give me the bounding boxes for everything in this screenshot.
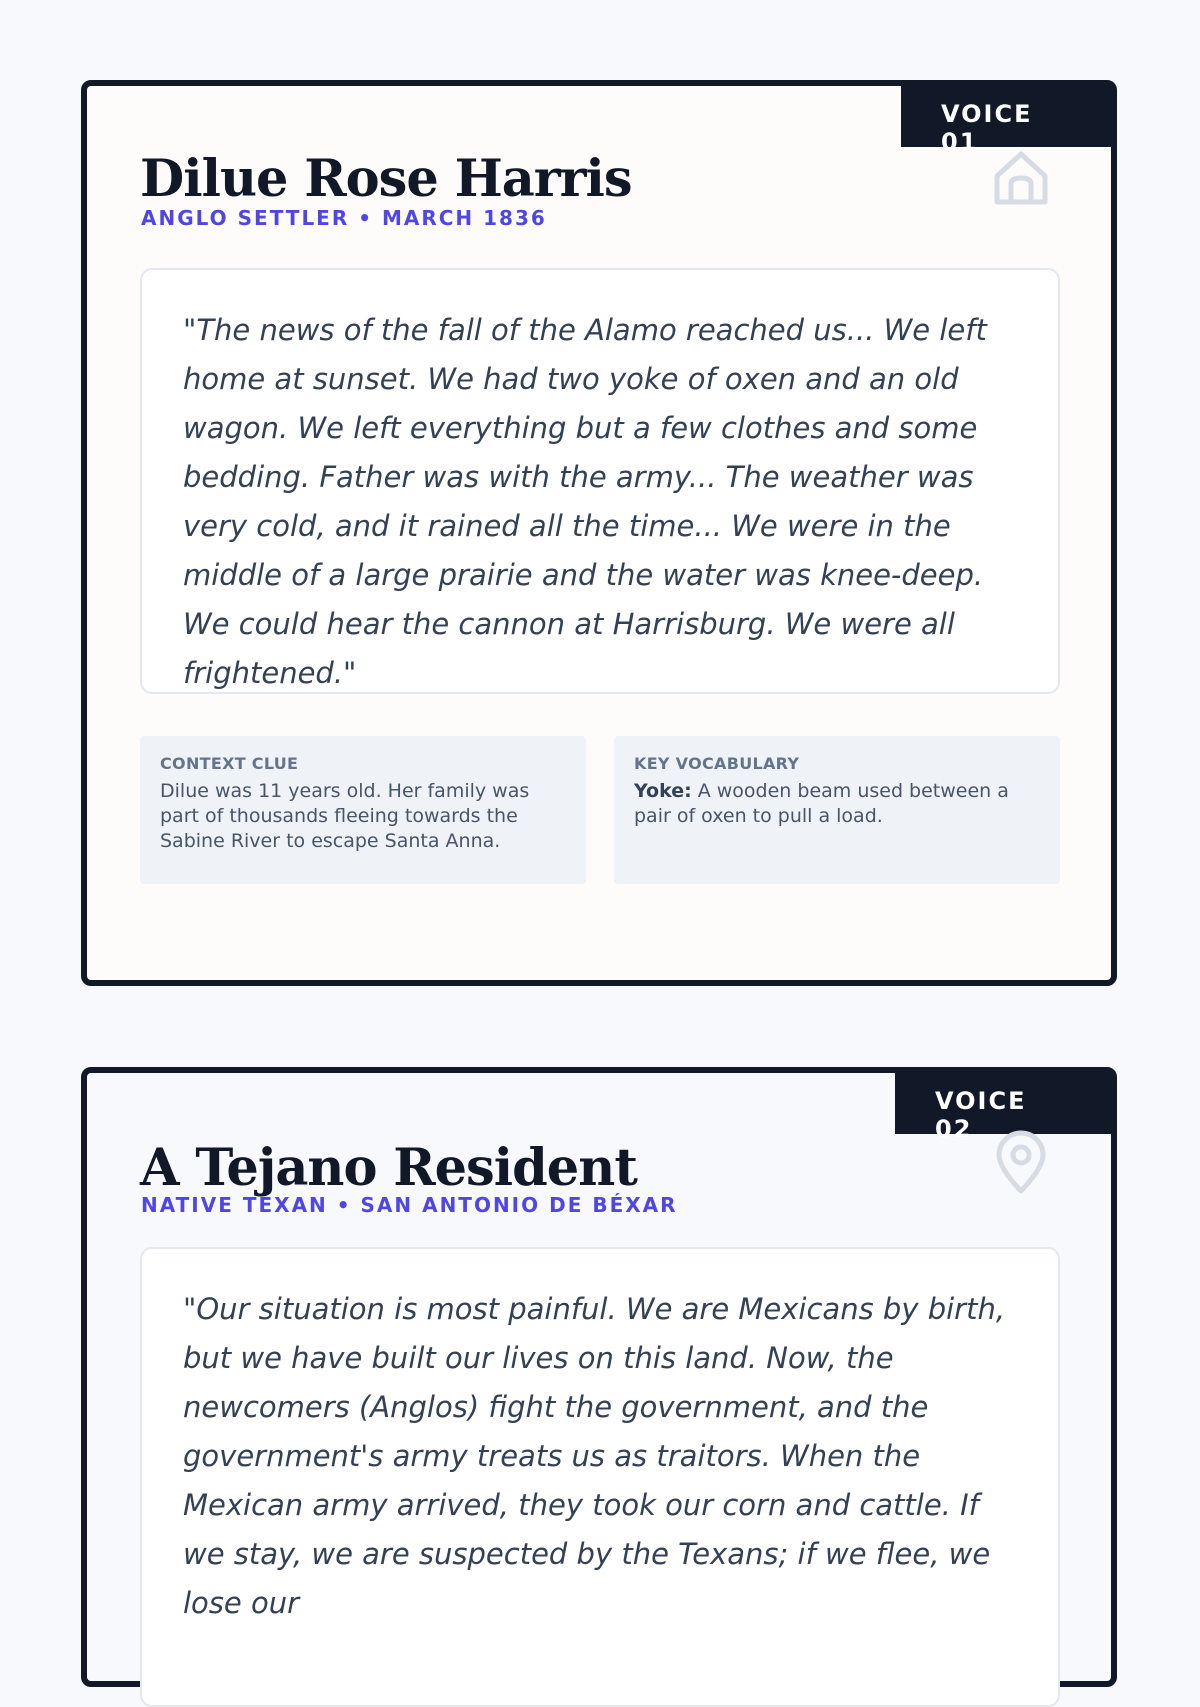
voice-name: A Tejano Resident (140, 1138, 637, 1198)
vocab-definition: A wooden beam used between a pair of oxen to pull a load. (634, 780, 1009, 827)
map-pin-icon (989, 1131, 1053, 1195)
voice-tag: VOICE 02 (895, 1073, 1111, 1134)
voice-subtitle: ANGLO SETTLER • MARCH 1836 (141, 206, 547, 230)
voice-tag: VOICE 01 (901, 86, 1111, 147)
context-clue (140, 736, 586, 884)
key-vocabulary-label: KEY VOCABULARY (634, 754, 800, 773)
quote-text: "The news of the fall of the Alamo reached us... We left home at sunset. We had two yoke of oxen and an old wagon. We left everything but a few clothes and some bedding. Father was with the army... The weather was very cold, and it rained all the time... We were in the middle of a large prairie and the water was knee-deep. We could hear the cannon at Harrisburg. We were all frightened." (183, 313, 987, 690)
voice-subtitle: NATIVE TEXAN • SAN ANTONIO DE BÉXAR (141, 1193, 678, 1217)
voice-name: Dilue Rose Harris (140, 149, 632, 209)
quote-box (140, 1247, 1060, 1707)
context-clue-text: Dilue was 11 years old. Her family was part of thousands fleeing towards the Sabine River to escape Santa Anna. (160, 780, 530, 852)
vocab-term: Yoke: (634, 780, 692, 802)
voice-card-2 (81, 1067, 1117, 1687)
quote-box (140, 268, 1060, 694)
context-clue-label: CONTEXT CLUE (160, 754, 299, 773)
home-icon (989, 146, 1053, 210)
quote-text: "Our situation is most painful. We are Mexicans by birth, but we have built our lives on this land. Now, the newcomers (Anglos) fight the government, and the government's army treats us as traitors. When the Mexican army arrived, they took our corn and cattle. If we stay, we are suspected by the Texans; if we flee, we lose our (183, 1292, 1006, 1620)
key-vocabulary (614, 736, 1060, 884)
key-vocabulary-text (634, 779, 1040, 829)
voice-card-1 (81, 80, 1117, 986)
